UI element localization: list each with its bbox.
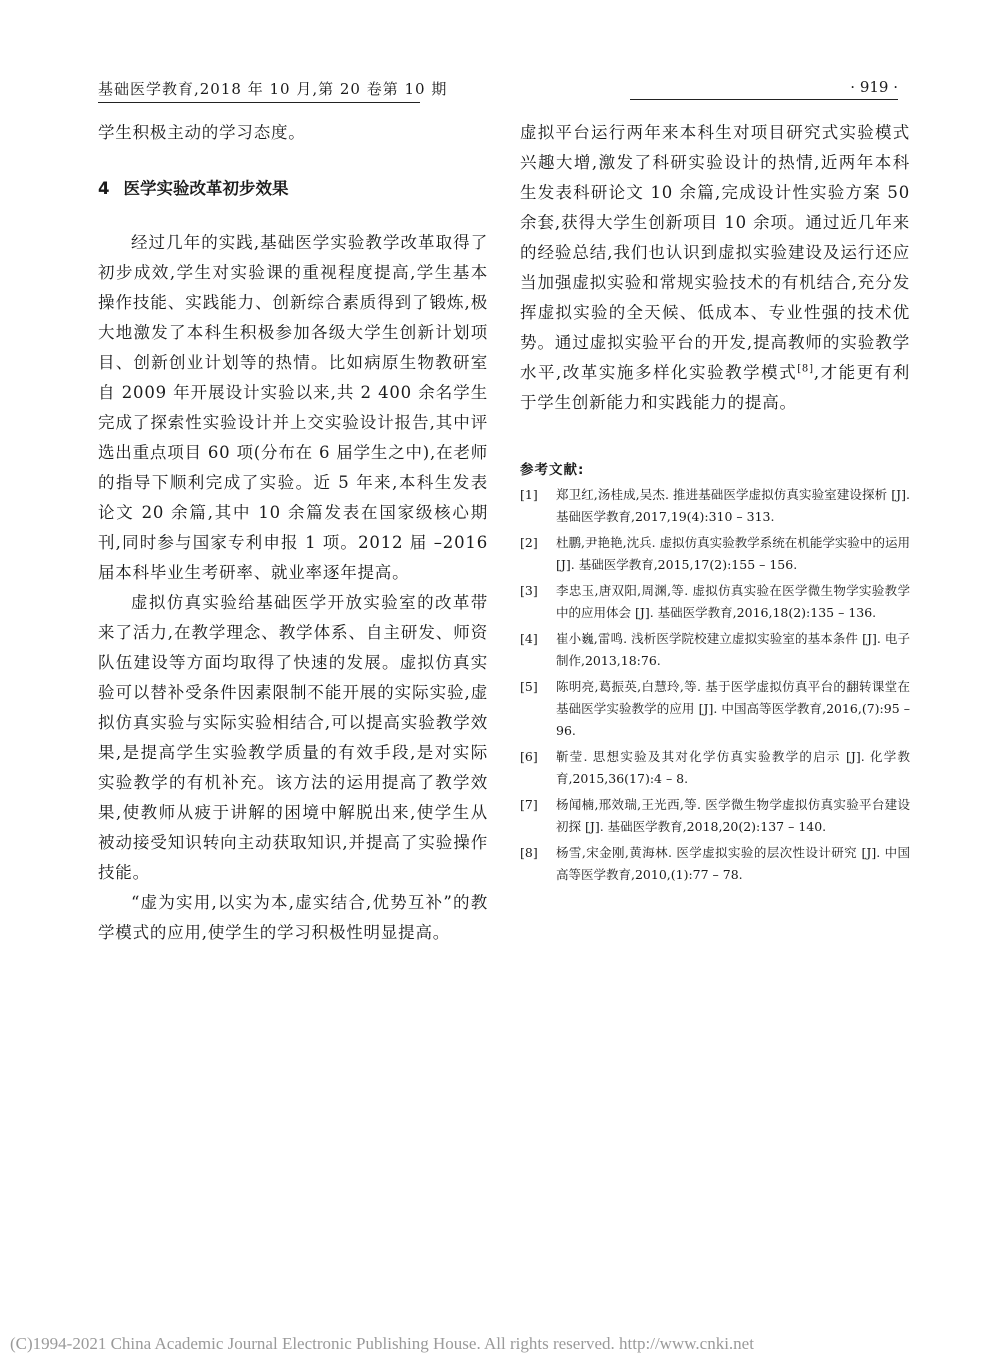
reference-text: 陈明亮,葛振英,白慧玲,等. 基于医学虚拟仿真平台的翻转课堂在基础医学实验教学的应用 [J]. 中国高等医学教育,2016,(7):95 – 96. [556, 679, 910, 738]
copyright-footer: (C)1994-2021 China Academic Journal Electronic Publishing House. All rights reserved. http://www.cnki.net [10, 1334, 754, 1353]
reference-number: [7] [520, 797, 538, 812]
reference-item [520, 746, 910, 790]
reference-text: 郑卫红,汤桂成,吴杰. 推进基础医学虚拟仿真实验室建设探析 [J]. 基础医学教育,2017,19(4):310 – 313. [556, 487, 910, 524]
paragraph-main: 虚拟平台运行两年来本科生对项目研究式实验模式兴趣大增,激发了科研实验设计的热情,近两年本科生发表科研论文 10 余篇,完成设计性实验方案 50 余套,获得大学生创新项目 10 余项。通过近几年来的经验总结,我们也认识到虚拟实验建设及运行还应当加强虚拟实验和常规实验技术的有机结合,充分发挥虚拟实验的全天候、低成本、专业性强的技术优势。通过虚拟实验平台的开发,提高教师的实验教学水平,改革实施多样化实验教学模式 [520, 123, 910, 382]
paragraph-tail: ,才能更有利于学生创新能力和实践能力的提高。 [520, 363, 911, 412]
reference-item [520, 628, 910, 672]
reference-number: [4] [520, 631, 538, 646]
journal-header: 基础医学教育,2018 年 10 月,第 20 卷第 10 期 [98, 78, 420, 103]
body-paragraph: “虚为实用,以实为本,虚实结合,优势互补”的教学模式的应用,使学生的学习积极性明显提高。 [98, 893, 488, 942]
reference-item [520, 580, 910, 624]
body-paragraph [520, 118, 910, 418]
reference-item [520, 676, 910, 742]
page-number: · 919 · [630, 78, 898, 100]
reference-number: [2] [520, 535, 538, 550]
reference-item [520, 842, 910, 886]
reference-item [520, 532, 910, 576]
reference-list [520, 484, 910, 886]
reference-number: [3] [520, 583, 538, 598]
reference-text: 靳莹. 思想实验及其对化学仿真实验教学的启示 [J]. 化学教育,2015,36(17):4 – 8. [556, 749, 910, 786]
reference-number: [5] [520, 679, 538, 694]
reference-text: 杨雪,宋金刚,黄海林. 医学虚拟实验的层次性设计研究 [J]. 中国高等医学教育,2010,(1):77 – 78. [556, 845, 910, 882]
left-column [98, 118, 488, 948]
reference-item [520, 484, 910, 528]
reference-text: 崔小巍,雷鸣. 浅析医学院校建立虚拟实验室的基本条件 [J]. 电子制作,2013,18:76. [556, 631, 910, 668]
reference-text: 李忠玉,唐双阳,周渊,等. 虚拟仿真实验在医学微生物学实验教学中的应用体会 [J]. 基础医学教育,2016,18(2):135 – 136. [556, 583, 910, 620]
continuation-text: 学生积极主动的学习态度。 [98, 123, 306, 142]
right-column [520, 118, 910, 890]
reference-number: [8] [520, 845, 538, 860]
reference-text: 杜鹏,尹艳艳,沈兵. 虚拟仿真实验教学系统在机能学实验中的运用 [J]. 基础医学教育,2015,17(2):155 – 156. [556, 535, 910, 572]
section-heading [98, 174, 488, 204]
body-paragraph: 经过几年的实践,基础医学实验教学改革取得了初步成效,学生对实验课的重视程度提高,学生基本操作技能、实践能力、创新综合素质得到了锻炼,极大地激发了本科生积极参加各级大学生创新计划项目、创新创业计划等的热情。比如病原生物教研室自 2009 年开展设计实验以来,共 2 400 余名学生完成了探索性实验设计并上交实验设计报告,其中评选出重点项目 60 项(分布在 6 届学生之中),在老师的指导下顺利完成了实验。近 5 年来,本科生发表论文 20 余篇,其中 10 余篇发表在国家级核心期刊,同时参与国家专利申报 1 项。2012 届 –2016 届本科毕业生考研率、就业率逐年提高。 [98, 233, 488, 582]
references-title: 参考文献: [520, 462, 585, 478]
reference-item [520, 794, 910, 838]
reference-text: 杨闻楠,邢效瑞,王光西,等. 医学微生物学虚拟仿真实验平台建设初探 [J]. 基础医学教育,2018,20(2):137 – 140. [556, 797, 910, 834]
body-paragraph: 虚拟仿真实验给基础医学开放实验室的改革带来了活力,在教学理念、教学体系、自主研发、师资队伍建设等方面均取得了快速的发展。虚拟仿真实验可以替补受条件因素限制不能开展的实际实验,虚拟仿真实验与实际实验相结合,可以提高实验教学效果,是提高学生实验教学质量的有效手段,是对实际实验教学的有机补充。该方法的运用提高了教学效果,使教师从疲于讲解的困境中解脱出来,使学生从被动接受知识转向主动获取知识,并提高了实验操作技能。 [98, 593, 488, 882]
reference-number: [6] [520, 749, 538, 764]
section-title: 医学实验改革初步效果 [123, 179, 289, 198]
section-number: 4 [98, 179, 110, 198]
reference-number: [1] [520, 487, 538, 502]
citation-link[interactable]: [8] [797, 363, 814, 375]
